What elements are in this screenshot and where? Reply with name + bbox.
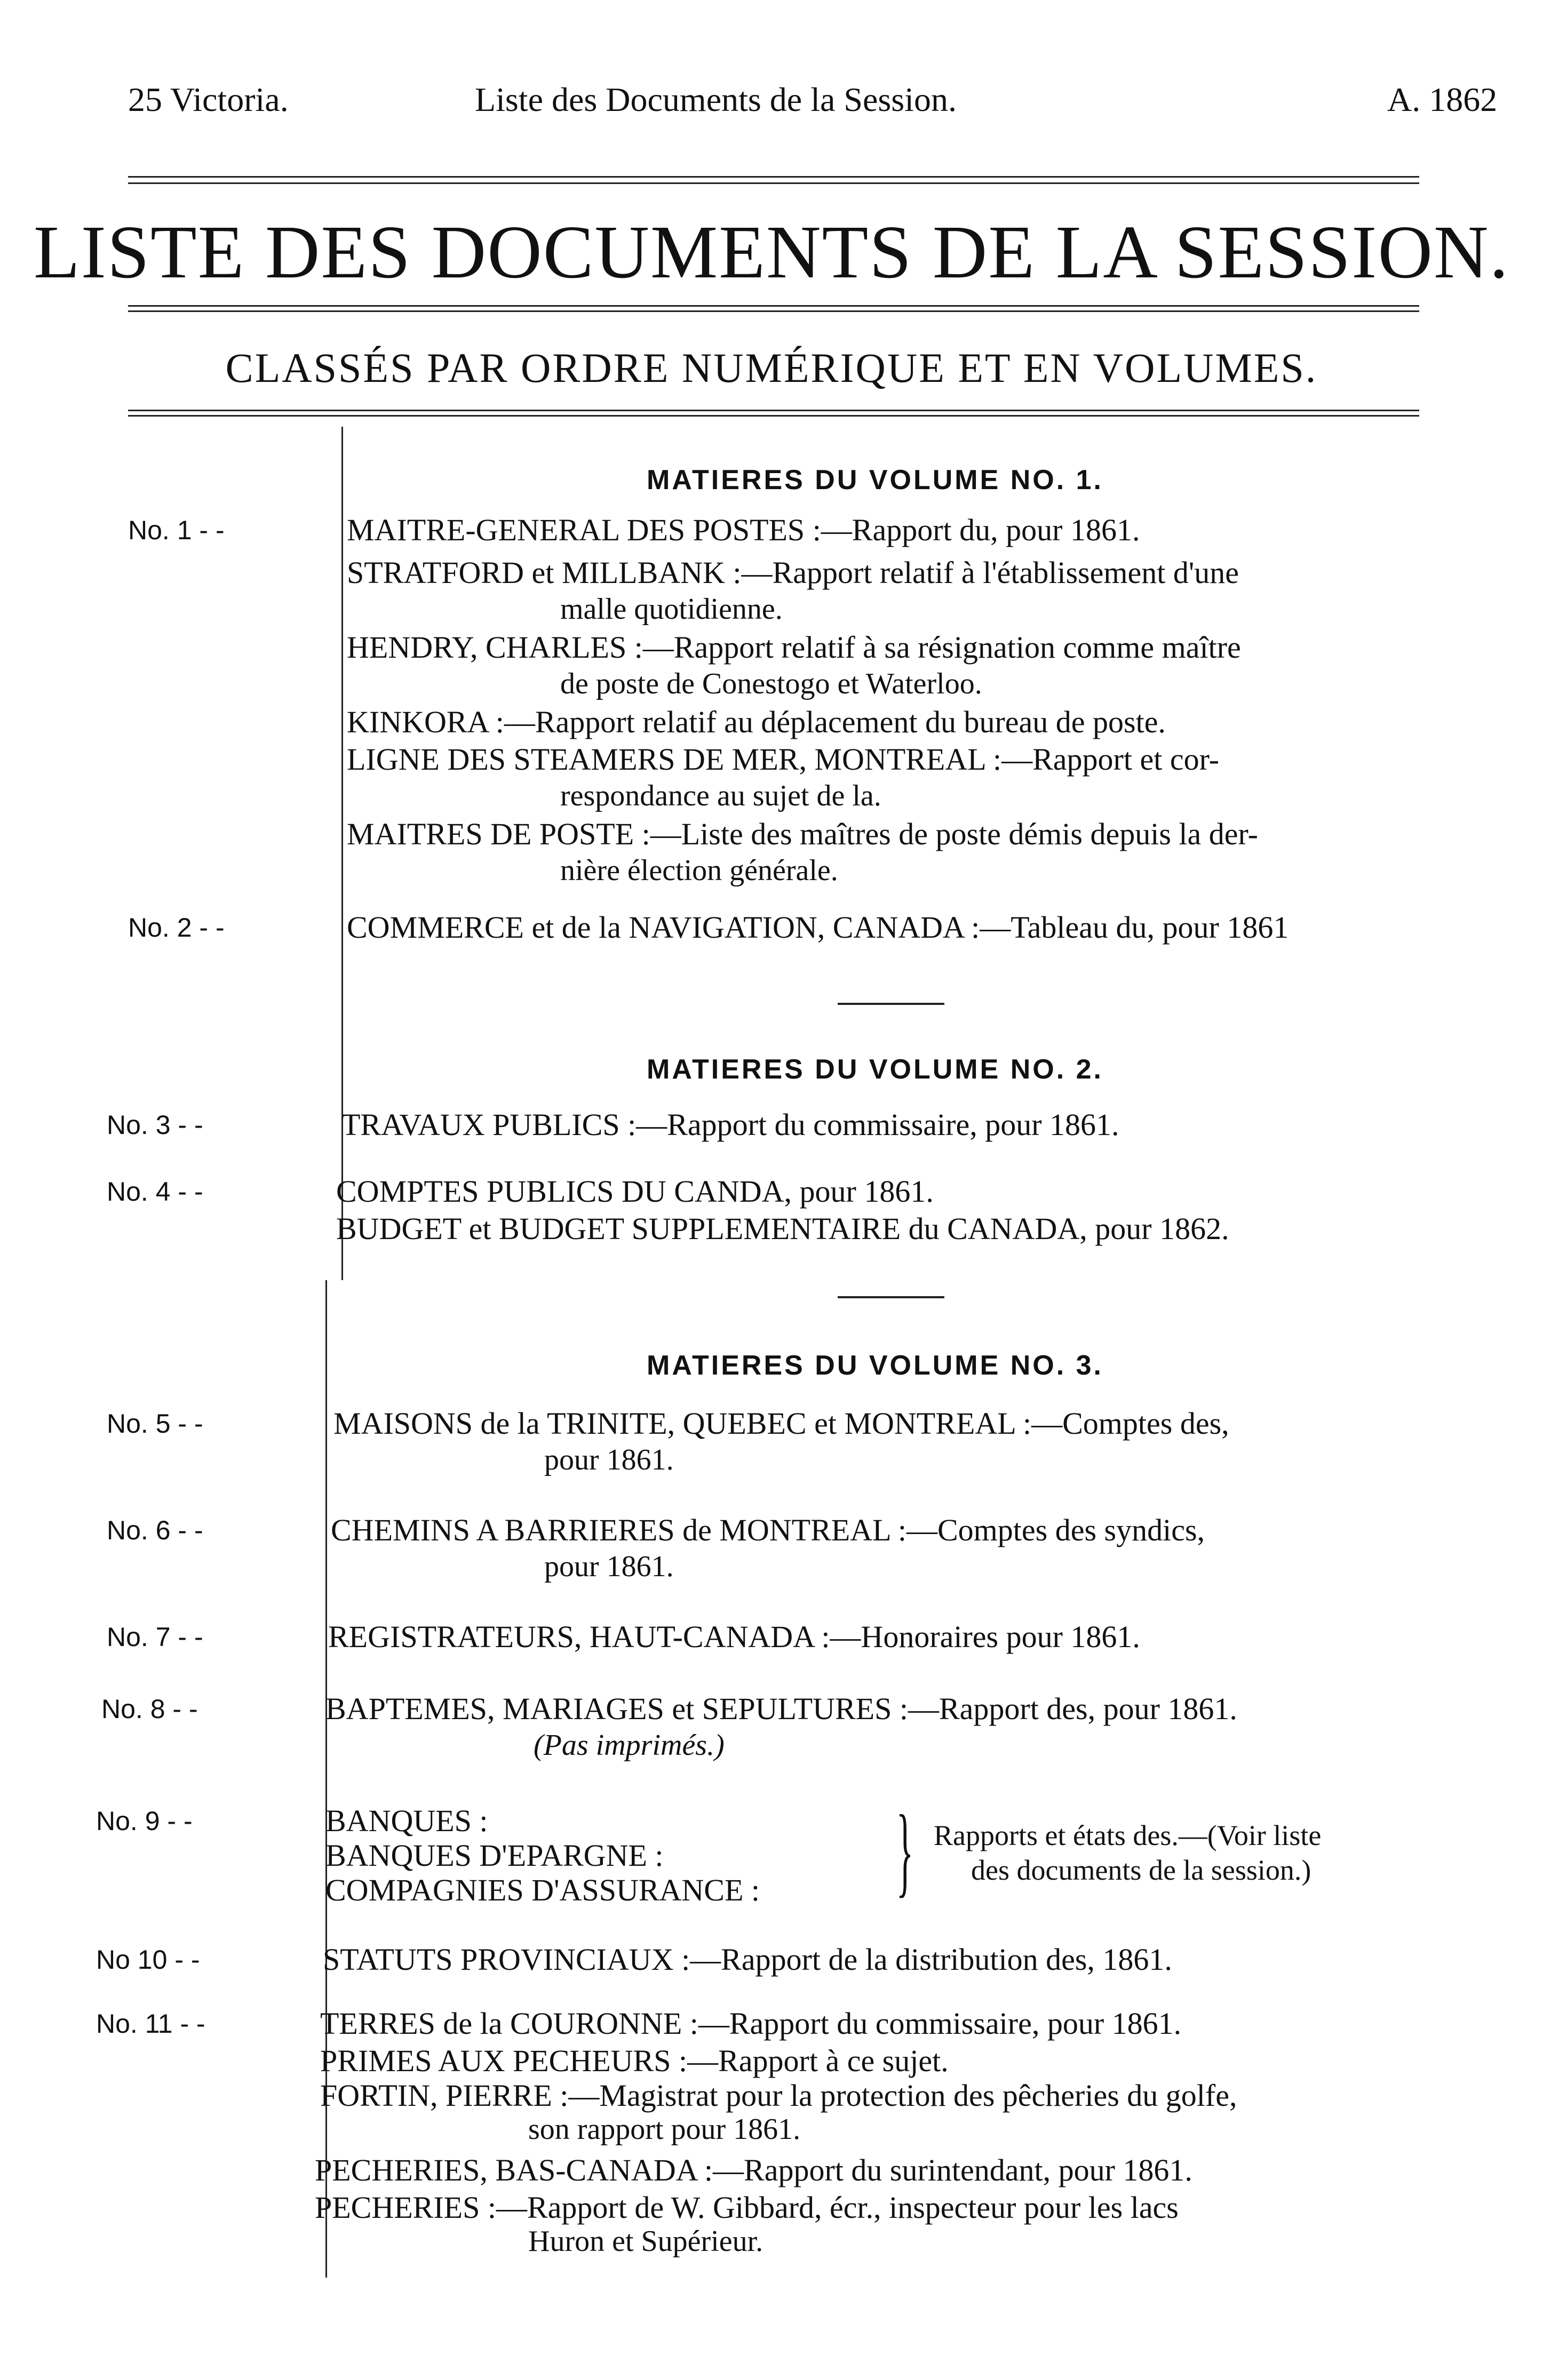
doc-line: CHEMINS A BARRIERES de MONTREAL :—Comptes des syndics, [331,1513,1205,1547]
doc-line: PECHERIES, BAS-CANADA :—Rapport du surintendant, pour 1861. [315,2153,1192,2187]
doc-line: MAISONS de la TRINITE, QUEBEC et MONTREAL :—Comptes des, [333,1406,1229,1441]
doc-number: No. 11 - - [96,2009,205,2039]
doc-line: BANQUES : [325,1803,488,1838]
doc-line: Huron et Supérieur. [528,2225,763,2258]
volume-title: MATIERES DU VOLUME NO. 3. [647,1350,1103,1381]
doc-line: pour 1861. [544,1443,674,1476]
volume-separator [838,1296,944,1298]
doc-line: COMPAGNIES D'ASSURANCE : [325,1873,760,1907]
volume-separator [838,1003,944,1005]
doc-number: No. 5 - - [107,1409,203,1439]
header-rule-2 [128,182,1419,184]
title-rule [128,305,1419,307]
doc-line: TERRES de la COURONNE :—Rapport du commissaire, pour 1861. [320,2006,1182,2041]
column-divider [341,427,343,1280]
doc-line: BANQUES D'EPARGNE : [325,1838,664,1873]
doc-line: STRATFORD et MILLBANK :—Rapport relatif à l'établissement d'une [347,555,1239,590]
doc-line: MAITRE-GENERAL DES POSTES :—Rapport du, pour 1861. [347,513,1140,547]
subtitle-rule [128,410,1419,411]
volume-title: MATIERES DU VOLUME NO. 2. [647,1054,1103,1085]
header-center: Liste des Documents de la Session. [475,81,957,118]
doc-line: COMPTES PUBLICS DU CANDA, pour 1861. [336,1174,934,1209]
header-right: A. 1862 [1387,81,1498,118]
doc-line: des documents de la session.) [971,1854,1311,1886]
doc-number: No. 4 - - [107,1177,203,1207]
column-divider-lower [325,1280,327,2278]
doc-line: de poste de Conestogo et Waterloo. [560,667,982,700]
doc-line: PRIMES AUX PECHEURS :—Rapport à ce sujet. [320,2043,949,2078]
doc-line: PECHERIES :—Rapport de W. Gibbard, écr., inspecteur pour les lacs [315,2190,1179,2225]
doc-number: No. 2 - - [128,913,225,943]
doc-number: No 10 - - [96,1945,200,1975]
header-rule [128,176,1419,178]
doc-line: KINKORA :—Rapport relatif au déplacement du bureau de poste. [347,705,1166,739]
doc-line: (Pas imprimés.) [534,1729,725,1762]
doc-line: nière élection générale. [560,854,838,887]
doc-line: REGISTRATEURS, HAUT-CANADA :—Honoraires pour 1861. [328,1619,1140,1654]
doc-line: FORTIN, PIERRE :—Magistrat pour la protection des pêcheries du golfe, [320,2078,1237,2113]
subtitle-rule-2 [128,415,1419,417]
doc-line: son rapport pour 1861. [528,2113,801,2146]
brace-icon: } [896,1795,913,1907]
volume-title: MATIERES DU VOLUME NO. 1. [647,465,1103,496]
doc-line: STATUTS PROVINCIAUX :—Rapport de la distribution des, 1861. [323,1942,1172,1977]
doc-line: Rapports et états des.—(Voir liste [934,1819,1322,1851]
doc-line: respondance au sujet de la. [560,779,881,812]
doc-line: HENDRY, CHARLES :—Rapport relatif à sa résignation comme maître [347,630,1241,665]
title-rule-2 [128,310,1419,312]
page-title: LISTE DES DOCUMENTS DE LA SESSION. [33,210,1510,294]
doc-line: MAITRES DE POSTE :—Liste des maîtres de poste démis depuis la der- [347,817,1258,851]
doc-number: No. 9 - - [96,1806,193,1836]
doc-line: COMMERCE et de la NAVIGATION, CANADA :—Tableau du, pour 1861 [347,910,1289,945]
page-subtitle: CLASSÉS PAR ORDRE NUMÉRIQUE ET EN VOLUMES. [225,345,1318,391]
doc-line: BAPTEMES, MARIAGES et SEPULTURES :—Rapport des, pour 1861. [325,1691,1237,1726]
doc-number: No. 8 - - [101,1694,198,1724]
doc-line: LIGNE DES STEAMERS DE MER, MONTREAL :—Rapport et cor- [347,742,1220,777]
doc-number: No. 6 - - [107,1515,203,1545]
doc-line: pour 1861. [544,1550,674,1583]
doc-number: No. 1 - - [128,515,225,545]
doc-number: No. 7 - - [107,1622,203,1652]
header-left: 25 Victoria. [128,81,289,118]
doc-line: BUDGET et BUDGET SUPPLEMENTAIRE du CANADA, pour 1862. [336,1211,1229,1246]
doc-line: TRAVAUX PUBLICS :—Rapport du commissaire, pour 1861. [341,1107,1119,1142]
doc-line: malle quotidienne. [560,593,783,626]
doc-number: No. 3 - - [107,1110,203,1140]
